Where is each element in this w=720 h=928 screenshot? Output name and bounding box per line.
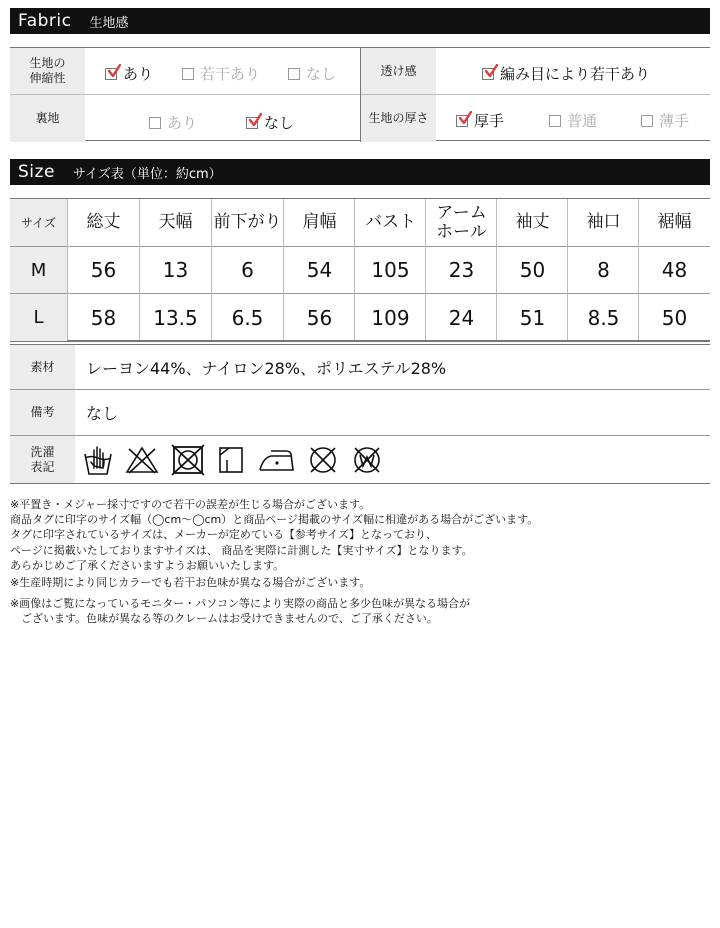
fabric-divider: [360, 48, 361, 142]
remarks-row: [10, 390, 710, 436]
line-dry-shade-icon: [217, 445, 245, 475]
transparency-label: [361, 48, 436, 94]
remarks-label: 備考: [10, 390, 75, 435]
material-value: レーヨン44%、ナイロン28%、ポリエステル28%: [86, 358, 447, 378]
size-section-header: [10, 159, 710, 185]
thickness-option-thick[interactable]: [456, 110, 504, 131]
table-cell: 13.5: [153, 305, 198, 330]
size-title-ja: サイズ表（単位：約cm）: [72, 166, 222, 182]
note-line: あらかじめご了承くださいますようお願いいたします。: [10, 558, 285, 572]
table-cell: 56: [90, 258, 117, 282]
stretch-label: [10, 48, 85, 94]
table-cell: 6.5: [231, 305, 264, 330]
checkbox-checked-icon: [456, 115, 468, 127]
remarks-value: なし: [86, 404, 119, 423]
note-line: ※生産時期により同じカラーでも若干お色味が異なる場合がございます。: [10, 576, 371, 590]
option-label: 薄手: [659, 112, 690, 130]
option-label: 編み目により若干あり: [500, 65, 651, 83]
lining-option-no[interactable]: [246, 112, 294, 133]
fabric-section-header: [10, 8, 710, 34]
notes-block: [10, 497, 710, 627]
size-table-header: [10, 199, 710, 247]
stretch-label-text: 生地の 伸縮性: [29, 56, 66, 85]
low-iron-icon: [257, 446, 295, 474]
no-wet-clean-icon: [351, 444, 383, 476]
column-header: 肩幅: [302, 212, 337, 232]
column-divider: [354, 199, 355, 340]
option-label: あり: [167, 114, 198, 132]
table-row: [10, 294, 710, 341]
table-cell: 23: [448, 258, 475, 282]
fabric-title-en: Fabric: [18, 11, 72, 31]
no-bleach-icon: [125, 445, 159, 475]
size-title-en: Size: [18, 162, 55, 182]
column-header: 袖丈: [515, 212, 550, 232]
column-divider: [567, 199, 568, 340]
transparency-option[interactable]: [482, 63, 650, 84]
no-tumble-dry-icon: [171, 444, 205, 476]
table-cell: 105: [371, 258, 410, 282]
note-line: ページに掲載いたしておりますサイズは、 商品を実際に計測した【実寸サイズ】となります。: [10, 543, 473, 557]
table-cell: 8: [597, 258, 610, 282]
checkbox-empty-icon: [549, 115, 561, 127]
stretch-option-no[interactable]: [288, 63, 336, 84]
column-header: バスト: [365, 212, 416, 232]
table-cell: 13: [162, 258, 189, 282]
note-line: ※平置き・メジャー採寸ですので若干の誤差が生じる場合がございます。: [10, 498, 371, 511]
table-cell: 6: [241, 258, 254, 282]
option-label: 普通: [567, 112, 598, 130]
size-corner-label: サイズ: [10, 199, 67, 246]
column-header: 天幅: [158, 212, 193, 232]
checkbox-empty-icon: [182, 68, 194, 80]
note-line: ございます。色味が異なる等のクレームはお受けできませんので、ご了承ください。: [10, 612, 438, 626]
checkbox-checked-icon: [105, 68, 117, 80]
table-cell: 56: [306, 305, 333, 330]
option-label: なし: [264, 114, 295, 132]
lining-option-yes[interactable]: [149, 112, 197, 133]
note-line: ※画像はご覧になっているモニター・パソコン等により実際の商品と多少色味が異なる場合が: [10, 597, 470, 611]
lining-label-text: 裏地: [35, 111, 60, 125]
stretch-option-slight[interactable]: [182, 63, 260, 84]
lining-label: [10, 95, 85, 142]
option-label: 厚手: [474, 112, 505, 130]
column-header: 前下がり: [213, 212, 282, 232]
table-cell: 50: [661, 305, 688, 330]
option-label: なし: [306, 65, 337, 83]
note-line: 商品タグに印字のサイズ幅（◯cm〜◯cm）と商品ページ掲載のサイズ幅に相違がある場合がございます。: [10, 513, 539, 527]
column-header: アーム ホール: [436, 202, 487, 242]
note-line: タグに印字されているサイズは、メーカーが定めている【参考サイズ】となっており、: [10, 528, 438, 542]
table-cell: 8.5: [587, 305, 620, 330]
column-divider: [283, 199, 284, 340]
hand-wash-icon: [83, 444, 113, 476]
table-cell: 24: [448, 305, 475, 330]
stretch-option-yes[interactable]: [105, 63, 153, 84]
table-cell: 50: [519, 258, 546, 282]
thickness-option-thin[interactable]: [641, 110, 689, 131]
column-divider: [67, 199, 68, 340]
column-divider: [425, 199, 426, 340]
option-label: あり: [123, 65, 154, 83]
column-header: 袖口: [586, 212, 621, 232]
no-dry-clean-icon: [307, 444, 339, 476]
column-header: 総丈: [86, 212, 121, 232]
care-icons: [83, 442, 395, 478]
column-divider: [139, 199, 140, 340]
material-row: [10, 344, 710, 390]
table-cell: 109: [371, 305, 410, 330]
table-row: [10, 247, 710, 294]
column-divider: [638, 199, 639, 340]
fabric-title-ja: 生地感: [89, 15, 129, 31]
material-label: 素材: [10, 345, 75, 389]
care-label: 洗濯 表記: [10, 436, 75, 483]
table-cell: 51: [519, 305, 546, 330]
checkbox-empty-icon: [149, 117, 161, 129]
transparency-label-text: 透け感: [380, 63, 417, 78]
column-divider: [211, 199, 212, 340]
size-table: [10, 198, 710, 342]
size-label: M: [10, 247, 67, 293]
column-divider: [496, 199, 497, 340]
table-cell: 58: [90, 305, 117, 330]
size-label: L: [10, 294, 67, 341]
option-label: 若干あり: [200, 65, 261, 83]
checkbox-checked-icon: [482, 68, 494, 80]
thickness-label-text: 生地の厚さ: [368, 111, 429, 125]
table-cell: 54: [306, 258, 333, 282]
checkbox-empty-icon: [641, 115, 653, 127]
thickness-option-normal[interactable]: [549, 110, 597, 131]
column-header: 裾幅: [657, 212, 692, 232]
thickness-label: [361, 95, 436, 142]
checkbox-checked-icon: [246, 117, 258, 129]
checkbox-empty-icon: [288, 68, 300, 80]
fabric-table: [10, 47, 710, 141]
table-cell: 48: [661, 258, 688, 282]
